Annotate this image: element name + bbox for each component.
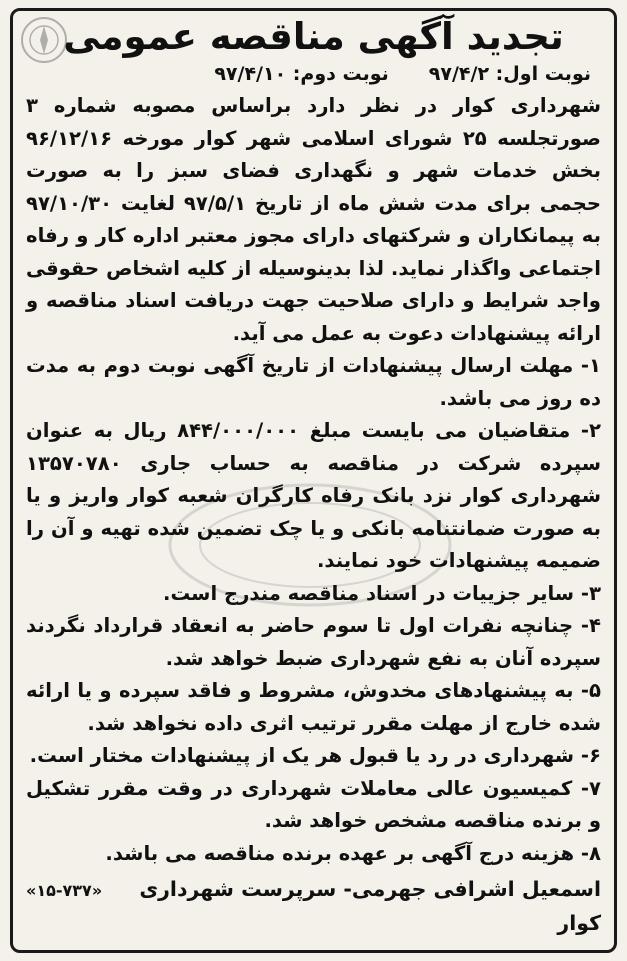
condition-item-5: ۵- به پیشنهادهای مخدوش، مشروط و فاقد سپرده و یا ارائه شده خارج از مهلت مقرر ترتیب اثری داده نخواهد شد. <box>26 679 601 735</box>
notice-code: «۱۵-۷۳۷» <box>26 881 103 900</box>
first-round-date: نوبت اول: ۹۷/۴/۲ <box>428 63 591 85</box>
notice-intro: شهرداری کوار در نظر دارد براساس مصوبه شماره ۳ صورتجلسه ۲۵ شورای اسلامی شهر کوار مورخه ۹۶/۱۲/۱۶ بخش خدمات شهر و نگهداری فضای سبز را به صورت حجمی برای مدت شش ماه از تاریخ ۹۷/۵/۱ لغایت ۹۷/۱۰/۳۰ به پیمانکاران و شرکتهای دارای مجوز معتبر اداره کار و رفاه اجتماعی واگذار نماید. لذا بدینوسیله از کلیه اشخاص حقوقی واجد شرایط و دارای صلاحیت جهت دریافت اسناد مناقصه و ارائه پیشنهادات دعوت به عمل می آید. <box>26 94 601 345</box>
condition-item-1: ۱- مهلت ارسال پیشنهادات از تاریخ آگهی نوبت دوم به مدت ده روز می باشد. <box>26 354 601 410</box>
notice-title: تجدید آگهی مناقصه عمومی <box>63 15 564 58</box>
condition-item-4: ۴- چنانچه نفرات اول تا سوم حاضر به انعقاد قرارداد نگردند سپرده آنان به نفع شهرداری ضبط خواهد شد. <box>26 614 601 670</box>
condition-item-6: ۶- شهرداری در رد یا قبول هر یک از پیشنهادات مختار است. <box>29 744 601 767</box>
tender-notice <box>16 12 611 947</box>
condition-item-8: ۸- هزینه درج آگهی بر عهده برنده مناقصه می باشد. <box>105 841 601 865</box>
condition-item-3: ۳- سایر جزییات در اسناد مناقصه مندرج است. <box>163 581 601 605</box>
signature-line <box>26 872 601 940</box>
publication-rounds <box>26 58 601 90</box>
condition-item-7: ۷- کمیسیون عالی معاملات شهرداری در وقت مقرر تشکیل و برنده مناقصه مشخص خواهد شد. <box>26 776 601 832</box>
signatory: اسمعیل اشرافی جهرمی- سرپرست شهرداری کوار <box>139 877 601 935</box>
condition-item-2: ۲- متقاضیان می بایست مبلغ ۸۴۴/۰۰۰/۰۰۰ ریال به عنوان سپرده شرکت در مناقصه به حساب جاری ۱۳۵۷۰۷۸۰ شهرداری کوار نزد بانک رفاه کارگران شعبه کوار واریز و یا به صورت ضمانتنامه بانکی و یا چک تضمین شده تهیه و آن را ضمیمه پیشنهادات خود نمایند. <box>26 419 601 572</box>
second-round-date: نوبت دوم: ۹۷/۴/۱۰ <box>214 63 389 85</box>
